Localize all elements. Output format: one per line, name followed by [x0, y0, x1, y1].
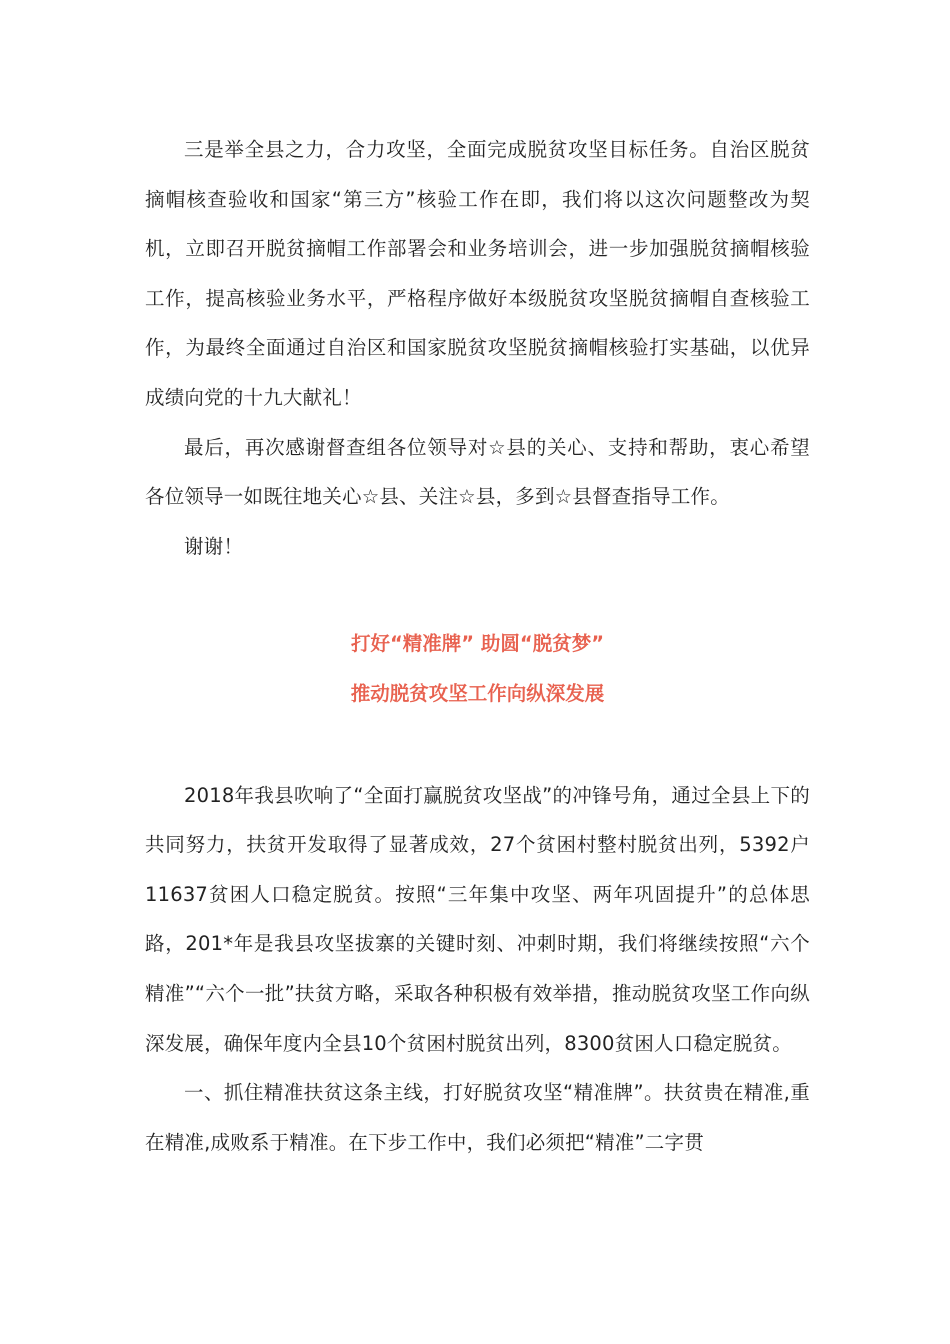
document-body	[145, 125, 810, 1167]
paragraph-full-effort: 三是举全县之力，合力攻坚，全面完成脱贫攻坚目标任务。自治区脱贫摘帽核查验收和国家“第三方”核验工作在即，我们将以这次问题整改为契机，立即召开脱贫摘帽工作部署会和业务培训会，进一步加强脱贫摘帽核验工作，提高核验业务水平，严格程序做好本级脱贫攻坚脱贫摘帽自查核验工作，为最终全面通过自治区和国家脱贫攻坚脱贫摘帽核验打实基础，以优异成绩向党的十九大献礼！	[145, 138, 810, 409]
paragraph-thank-you: 谢谢！	[184, 534, 244, 558]
section-title-line-2: 推动脱贫攻坚工作向纵深发展	[350, 681, 605, 705]
section-title	[145, 619, 810, 718]
paragraph-precision-mainline: 一、抓住精准扶贫这条主线，打好脱贫攻坚“精准牌”。扶贫贵在精准,重在精准,成败系于精准。在下步工作中，我们必须把“精准”二字贯	[145, 1081, 810, 1154]
section-spacer	[145, 571, 810, 619]
paragraph-2018-results: 2018年我县吹响了“全面打赢脱贫攻坚战”的冲锋号角，通过全县上下的共同努力，扶贫开发取得了显著成效，27个贫困村整村脱贫出列，5392户11637贫困人口稳定脱贫。按照“三年集中攻坚、两年巩固提升”的总体思路，201*年是我县攻坚拔寨的关键时刻、冲刺时期，我们将继续按照“六个精准”“六个一批”扶贫方略，采取各种积极有效举措，推动脱贫攻坚工作向纵深发展，确保年度内全县10个贫困村脱贫出列，8300贫困人口稳定脱贫。	[145, 783, 810, 1055]
paragraph-thanks-leaders: 最后，再次感谢督查组各位领导对☆县的关心、支持和帮助，衷心希望各位领导一如既往地关心☆县、关注☆县，多到☆县督查指导工作。	[145, 435, 810, 509]
section-title-line-1: 打好“精准牌” 助圆“脱贫梦”	[350, 632, 605, 656]
section-spacer	[145, 719, 810, 771]
